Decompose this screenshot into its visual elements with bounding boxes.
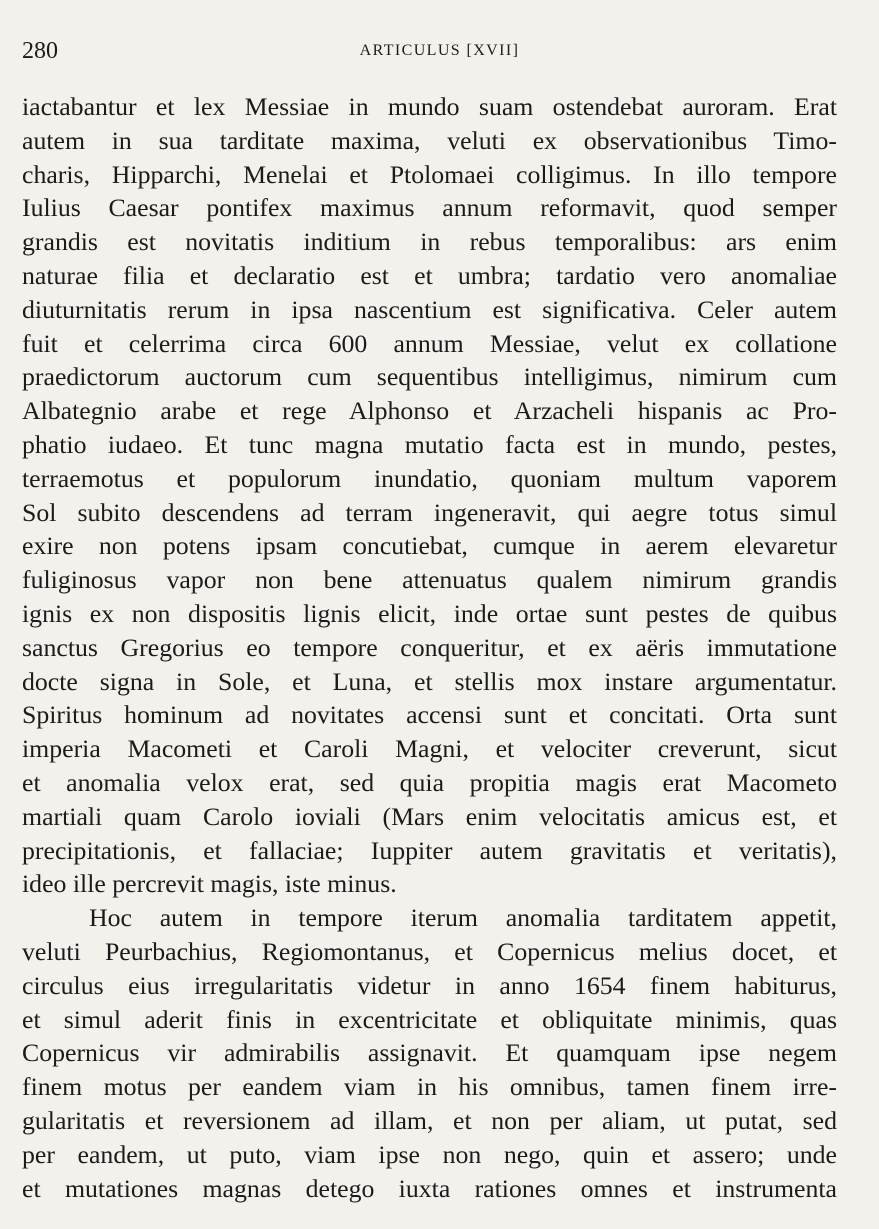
- text-line: Hoc autem in tempore iterum anomalia tarditatem appetit,: [89, 903, 837, 933]
- text-line: gularitatis et reversionem ad illam, et non per aliam, ut putat, sed: [22, 1105, 837, 1135]
- text-line: terraemotus et populorum inundatio, quoniam multum vaporem: [22, 463, 837, 493]
- text-line: circulus eius irregularitatis videtur in anno 1654 finem habiturus,: [22, 970, 837, 1000]
- text-line: Copernicus vir admirabilis assignavit. Et quamquam ipse negem: [22, 1038, 837, 1068]
- text-line: Iulius Caesar pontifex maximus annum reformavit, quod semper: [22, 193, 837, 223]
- text-line: naturae filia et declaratio est et umbra; tardatio vero anomaliae: [22, 260, 837, 290]
- text-line: precipitationis, et fallaciae; Iuppiter autem gravitatis et veritatis),: [22, 835, 837, 865]
- page-number: 280: [22, 38, 58, 64]
- text-line: ignis ex non dispositis lignis elicit, inde ortae sunt pestes de quibus: [22, 598, 837, 628]
- text-line: ideo ille percrevit magis, iste minus.: [22, 869, 397, 899]
- text-line: per eandem, ut puto, viam ipse non nego, quin et assero; unde: [22, 1139, 837, 1169]
- text-line: imperia Macometi et Caroli Magni, et velociter creverunt, sicut: [22, 734, 837, 764]
- body-text: [22, 90, 837, 1205]
- running-head: ARTICULUS [XVII]: [359, 42, 520, 59]
- text-line: et simul aderit finis in excentricitate et obliquitate minimis, quas: [22, 1004, 837, 1034]
- paragraph: [22, 90, 837, 901]
- text-line: fuit et celerrima circa 600 annum Messiae, velut ex collatione: [22, 328, 837, 358]
- text-line: praedictorum auctorum cum sequentibus intelligimus, nimirum cum: [22, 362, 837, 392]
- text-line: autem in sua tarditate maxima, veluti ex observationibus Timo-: [22, 125, 837, 155]
- text-line: martiali quam Carolo ioviali (Mars enim velocitatis amicus est, et: [22, 801, 837, 831]
- text-line: fuliginosus vapor non bene attenuatus qualem nimirum grandis: [22, 565, 837, 595]
- text-line: Sol subito descendens ad terram ingeneravit, qui aegre totus simul: [22, 497, 837, 527]
- paragraph: [22, 901, 837, 1205]
- text-line: Albategnio arabe et rege Alphonso et Arzacheli hispanis ac Pro-: [22, 396, 837, 426]
- text-line: exire non potens ipsam concutiebat, cumque in aerem elevaretur: [22, 531, 837, 561]
- text-line: et anomalia velox erat, sed quia propitia magis erat Macometo: [22, 767, 837, 797]
- text-line: sanctus Gregorius eo tempore conqueritur, et ex aëris immutatione: [22, 632, 837, 662]
- text-line: docte signa in Sole, et Luna, et stellis mox instare argumentatur.: [22, 666, 837, 696]
- text-line: charis, Hipparchi, Menelai et Ptolomaei colligimus. In illo tempore: [22, 159, 837, 189]
- text-line: diuturnitatis rerum in ipsa nascentium est significativa. Celer autem: [22, 294, 837, 324]
- text-line: veluti Peurbachius, Regiomontanus, et Copernicus melius docet, et: [22, 936, 837, 966]
- text-line: finem motus per eandem viam in his omnibus, tamen finem irre-: [22, 1072, 837, 1102]
- text-line: Spiritus hominum ad novitates accensi sunt et concitati. Orta sunt: [22, 700, 837, 730]
- text-line: phatio iudaeo. Et tunc magna mutatio facta est in mundo, pestes,: [22, 429, 837, 459]
- text-line: iactabantur et lex Messiae in mundo suam ostendebat auroram. Erat: [22, 92, 837, 121]
- text-line: et mutationes magnas detego iuxta rationes omnes et instrumenta: [22, 1173, 837, 1203]
- text-line: grandis est novitatis inditium in rebus temporalibus: ars enim: [22, 227, 837, 257]
